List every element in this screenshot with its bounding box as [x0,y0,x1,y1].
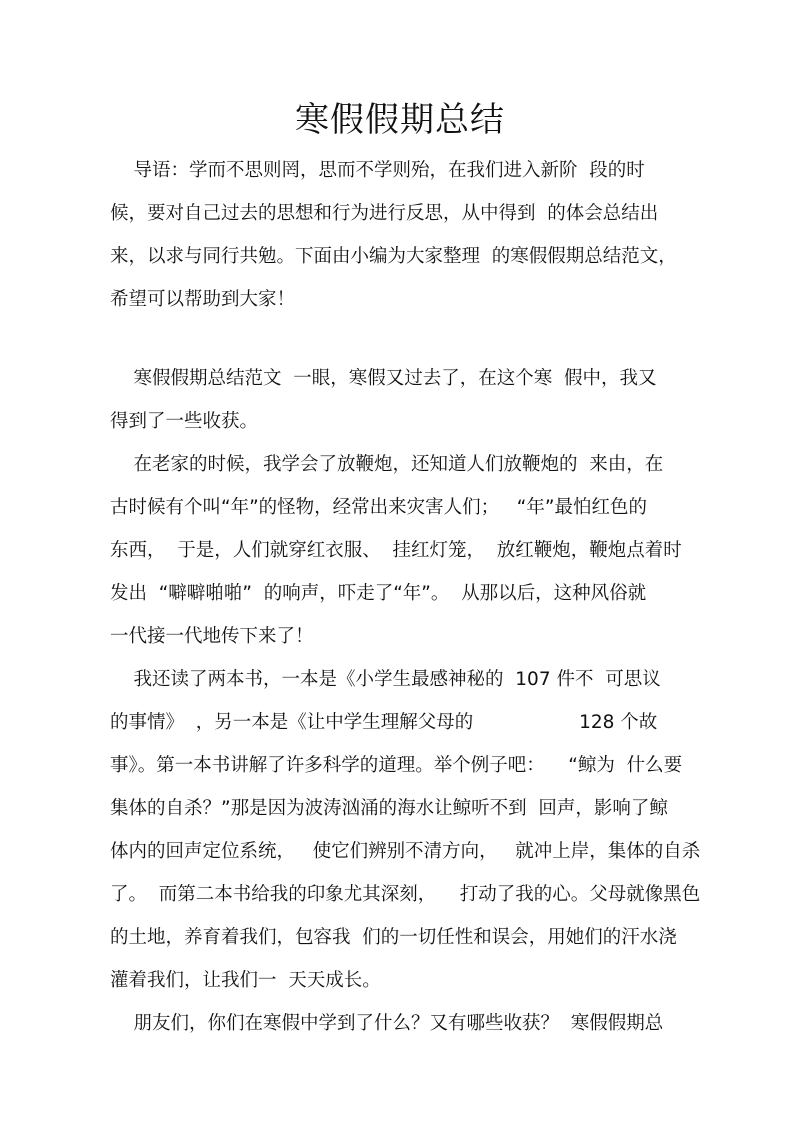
paragraph-line: 灌着我们，让我们一 天天成长。 [110,970,381,991]
paragraph-line: 寒假假期总结范文 一眼，寒假又过去了，在这个寒 假中，我又 [110,368,657,389]
intro-line: 来，以求与同行共勉。下面由小编为大家整理 的寒假假期总结范文， [110,246,677,267]
paragraph-line: 得到了一些收获。 [110,411,259,432]
intro-line: 导语：学而不思则罔，思而不学则殆，在我们进入新阶 段的时 [110,160,645,181]
paragraph-line: 朋友们，你们在寒假中学到了什么？又有哪些收获？ 寒假假期总 [110,1013,664,1034]
intro-line: 候，要对自己过去的思想和行为进行反思，从中得到 的体会总结出 [110,203,659,224]
paragraph-line: 的事情》 ，另一本是《让中学生理解父母的 128 个故 [110,712,658,733]
paragraph-line: 的土地，养育着我们，包容我 们的一切任性和误会，用她们的汗水浇 [110,927,677,948]
paragraph-line: 古时候有个叫“年”的怪物，经常出来灾害人们； “年”最怕红色的 [110,497,647,518]
document-title: 寒假假期总结 [295,100,505,140]
paragraph-line: 了。 而第二本书给我的印象尤其深刻， 打动了我的心。父母就像黑色 [110,884,701,905]
paragraph-line: 我还读了两本书，一本是《小学生最感神秘的 107 件不 可思议 [110,669,661,690]
paragraph-line: 在老家的时候，我学会了放鞭炮，还知道人们放鞭炮的 来由，在 [110,454,664,475]
intro-line: 希望可以帮助到大家！ [110,289,296,310]
paragraph-line: 事》。第一本书讲解了许多科学的道理。举个例子吧： “鲸为 什么要 [110,755,683,776]
paragraph-line: 集体的自杀？”那是因为波涛汹涌的海水让鲸听不到 回声，影响了鲸 [110,798,668,819]
paragraph-line: 发出 “噼噼啪啪” 的响声，吓走了“年”。 从那以后，这种风俗就 [110,583,647,604]
paragraph-line: 东西， 于是，人们就穿红衣服、 挂红灯笼， 放红鞭炮，鞭炮点着时 [110,540,682,561]
paragraph-line: 一代接一代地传下来了！ [110,626,314,647]
paragraph-line: 体内的回声定位系统， 使它们辨别不清方向， 就冲上岸，集体的自杀 [110,841,701,862]
